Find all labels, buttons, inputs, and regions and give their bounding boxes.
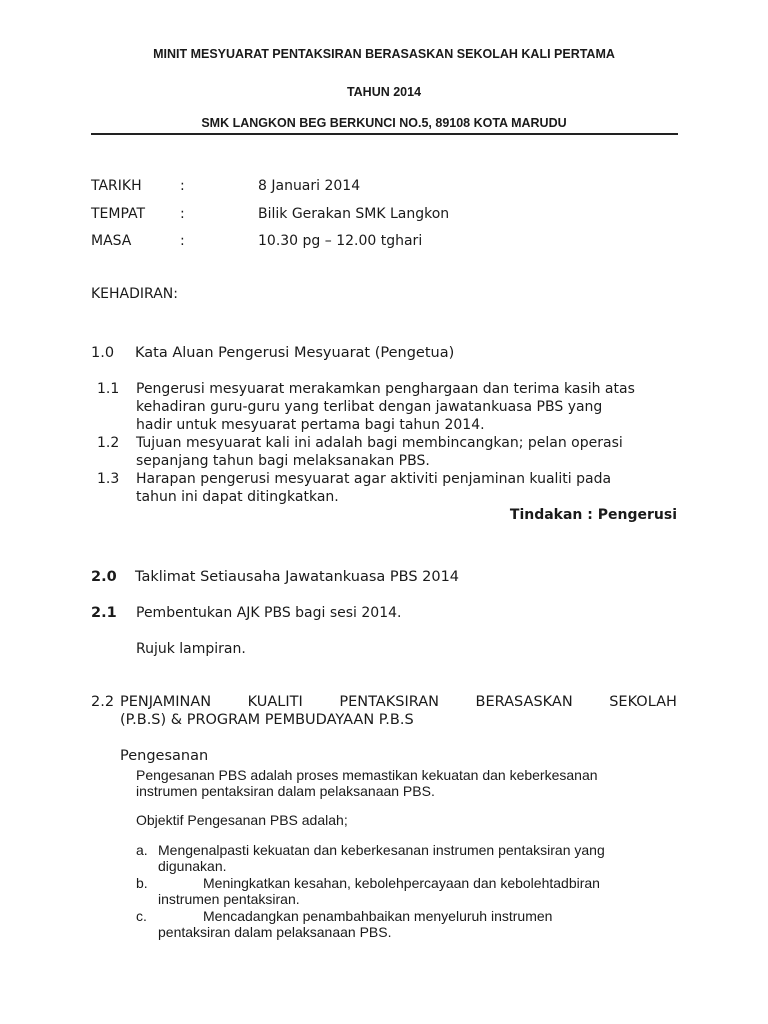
tindakan-label: Tindakan : Pengerusi (509, 507, 677, 523)
section2-title: Taklimat Setiausaha Jawatankuasa PBS 2014 (135, 569, 460, 585)
pengesanan-text-line: instrumen pentaksiran dalam pelaksanaan PBS. (136, 783, 435, 799)
list-item-line: Mengenalpasti kekuatan dan keberkesanan instrumen pentaksiran yang (158, 842, 605, 858)
item-number: 1.1 (97, 381, 120, 397)
list-item-line: Mencadangkan penambahbaikan menyeluruh instrumen (203, 908, 553, 924)
item-number: 2.1 (91, 605, 117, 621)
kehadiran-label: KEHADIRAN: (91, 286, 178, 302)
doc-year: TAHUN 2014 (346, 85, 422, 99)
item-text-line: sepanjang tahun bagi melaksanakan PBS. (136, 453, 430, 469)
info-label-tempat: TEMPAT (91, 206, 146, 222)
heading-word: SEKOLAH (609, 694, 677, 710)
item22-heading-line: (P.B.S) & PROGRAM PEMBUDAYAAN P.B.S (120, 712, 414, 728)
list-item-line: digunakan. (158, 858, 227, 874)
info-colon: : (180, 206, 185, 222)
header-divider (91, 133, 678, 135)
list-marker: a. (136, 842, 148, 858)
item-number: 1.2 (97, 435, 120, 451)
doc-title: MINIT MESYUARAT PENTAKSIRAN BERASASKAN SEKOLAH KALI PERTAMA (153, 47, 615, 61)
item-text-line: Pembentukan AJK PBS bagi sesi 2014. (136, 605, 402, 621)
info-label-masa: MASA (91, 233, 132, 249)
item-text-line: Tujuan mesyuarat kali ini adalah bagi membincangkan; pelan operasi (136, 435, 623, 451)
item-text-line: hadir untuk mesyuarat pertama bagi tahun 2014. (136, 417, 485, 433)
item-number: 1.3 (97, 471, 120, 487)
info-colon: : (180, 233, 185, 249)
heading-word: KUALITI (247, 694, 303, 710)
item-text-line: kehadiran guru-guru yang terlibat dengan jawatankuasa PBS yang (136, 399, 603, 415)
list-item-line: instrumen pentaksiran. (158, 891, 300, 907)
item-text-line: Harapan pengerusi mesyuarat agar aktiviti penjaminan kualiti pada (136, 471, 612, 487)
info-value-masa: 10.30 pg – 12.00 tghari (258, 233, 423, 249)
info-label-tarikh: TARIKH (91, 178, 142, 194)
heading-word: PENTAKSIRAN (339, 694, 439, 710)
section2-number: 2.0 (91, 569, 117, 585)
pengesanan-text-line: Pengesanan PBS adalah proses memastikan kekuatan dan keberkesanan (136, 767, 598, 783)
list-marker: c. (136, 908, 147, 924)
heading-word: BERASASKAN (475, 694, 573, 710)
doc-address: SMK LANGKON BEG BERKUNCI NO.5, 89108 KOTA MARUDU (201, 116, 567, 130)
info-value-tarikh: 8 Januari 2014 (258, 178, 361, 194)
objektif-text: Objektif Pengesanan PBS adalah; (136, 812, 348, 828)
list-marker: b. (136, 875, 148, 891)
section1-title: Kata Aluan Pengerusi Mesyuarat (Pengetua) (135, 345, 455, 361)
info-colon: : (180, 178, 185, 194)
list-item-line: Meningkatkan kesahan, kebolehpercayaan dan kebolehtadbiran (203, 875, 600, 891)
item-text-line: Pengerusi mesyuarat merakamkan penghargaan dan terima kasih atas (136, 381, 635, 397)
rujuk-text: Rujuk lampiran. (136, 641, 246, 657)
item-text-line: tahun ini dapat ditingkatkan. (136, 489, 339, 505)
heading-word: PENJAMINAN (120, 694, 212, 710)
item-number: 2.2 (91, 694, 115, 710)
list-item-line: pentaksiran dalam pelaksanaan PBS. (158, 924, 392, 940)
section1-number: 1.0 (91, 345, 115, 361)
pengesanan-title: Pengesanan (120, 748, 209, 764)
info-value-tempat: Bilik Gerakan SMK Langkon (258, 206, 450, 222)
item22-heading-line (120, 694, 677, 710)
